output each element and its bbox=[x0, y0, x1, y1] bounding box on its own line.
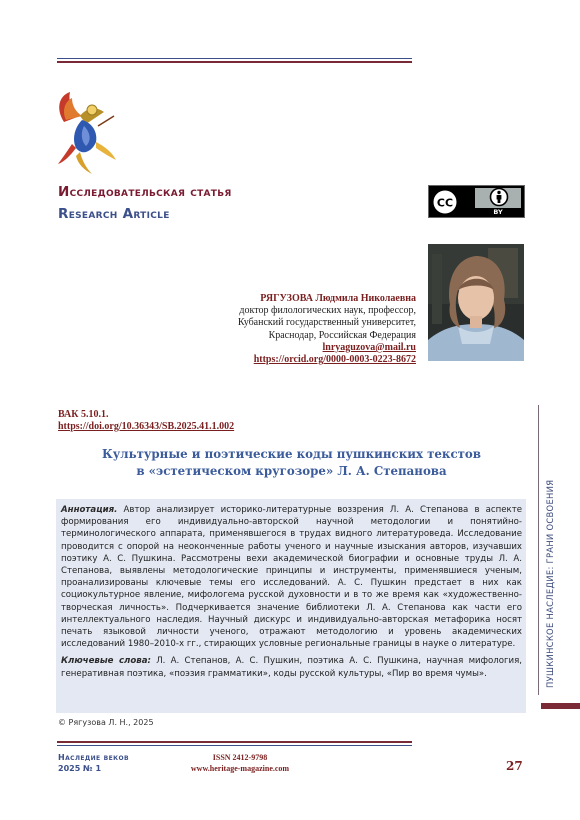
abstract-label: Аннотация. bbox=[61, 505, 118, 515]
article-title-line2: в «эстетическом кругозоре» Л. А. Степанова bbox=[136, 464, 447, 478]
top-rule-thin bbox=[57, 58, 412, 59]
footer-meta bbox=[185, 752, 295, 774]
author-degree: доктор филологических наук, профессор, bbox=[239, 305, 416, 317]
abstract-text: Автор анализирует историко-литературные воззрения Л. А. Степанова в аспекте формирования его индивидуально-авторской научной методологии и понятийно-терминологического аппарата, применявшегося в трудах видного литературоведа. Исследование проводится с опорой на неоконченные работы ученого и научные изыскания авторов, изучавших поэтику А. С. Пушкина. Рассмотрены вехи академической биографии и основные труды Л. А. Степанова, выявлены методологические принципы и инструменты, применявшиеся ученым, проанализированы ключевые темы его исследований. А. С. Пушкин предстает в них как социокультурное явление, мифологема русской духовности и в то же время как «художественно-творческая личность». Подчеркивается значение библиотеки Л. А. Степанова как части его интеллектуального наследия. Научный дискурс и индивидуально-авторская метафорика носят печать языковой личности ученого, отражают методологию и уровень академических исследований 1980–2010-х гг., стирающих условные региональные границы в науке о литературе. bbox=[61, 505, 522, 650]
abstract bbox=[61, 504, 522, 650]
bottom-rule-thin bbox=[57, 745, 412, 746]
website-link[interactable]: www.heritage-magazine.com bbox=[190, 764, 290, 773]
author-orcid-link[interactable]: https://orcid.org/0000-0003-0223-8672 bbox=[253, 354, 416, 366]
cc-icon bbox=[431, 188, 459, 216]
issn: ISSN 2412-9798 bbox=[212, 753, 268, 762]
abstract-box bbox=[56, 499, 526, 713]
person-icon bbox=[489, 187, 509, 207]
side-accent-bar bbox=[541, 703, 580, 709]
keywords-label: Ключевые слова: bbox=[61, 656, 151, 667]
cc-by-license-badge bbox=[428, 185, 525, 218]
top-rule-thick bbox=[57, 61, 412, 63]
footer-journal bbox=[58, 752, 129, 774]
article-type-ru: Исследовательская статья bbox=[58, 184, 232, 200]
side-divider bbox=[538, 405, 539, 695]
doi-link[interactable]: https://doi.org/10.36343/SB.2025.41.1.002 bbox=[58, 421, 235, 432]
svg-text:CC: CC bbox=[436, 196, 454, 210]
author-location: Краснодар, Российская Федерация bbox=[268, 329, 416, 341]
article-title bbox=[58, 446, 525, 480]
article-title-line1: Культурные и поэтические коды пушкинских текстов bbox=[101, 447, 482, 461]
author-info bbox=[186, 293, 416, 366]
angel-logo-icon bbox=[52, 86, 122, 178]
vak-code: ВАК 5.10.1. bbox=[58, 409, 109, 420]
keywords bbox=[61, 655, 522, 679]
keywords-text: Л. А. Степанов, А. С. Пушкин, поэтика А. С. Пушкина, научная мифология, генеративная поэтика, «поэзия грамматики», коды русской культуры, «Пир во время чумы». bbox=[61, 656, 523, 679]
author-affiliation: Кубанский государственный университет, bbox=[237, 317, 416, 329]
copyright: © Рягузова Л. Н., 2025 bbox=[58, 718, 154, 727]
bottom-rule-thick bbox=[57, 741, 412, 743]
section-label: ПУШКИНСКОЕ НАСЛЕДИЕ: ГРАНИ ОСВОЕНИЯ bbox=[545, 479, 555, 688]
license-by-label: BY bbox=[475, 208, 521, 217]
page-number: 27 bbox=[506, 759, 523, 773]
author-email-link[interactable]: lnryaguzova@mail.ru bbox=[322, 341, 416, 353]
journal-name: Наследие веков bbox=[58, 753, 129, 762]
author-photo bbox=[428, 244, 524, 361]
journal-issue: 2025 № 1 bbox=[58, 764, 102, 773]
author-name: РЯГУЗОВА Людмила Николаевна bbox=[260, 293, 416, 304]
classification-block bbox=[58, 409, 234, 433]
article-type-en: Research Article bbox=[58, 206, 170, 222]
